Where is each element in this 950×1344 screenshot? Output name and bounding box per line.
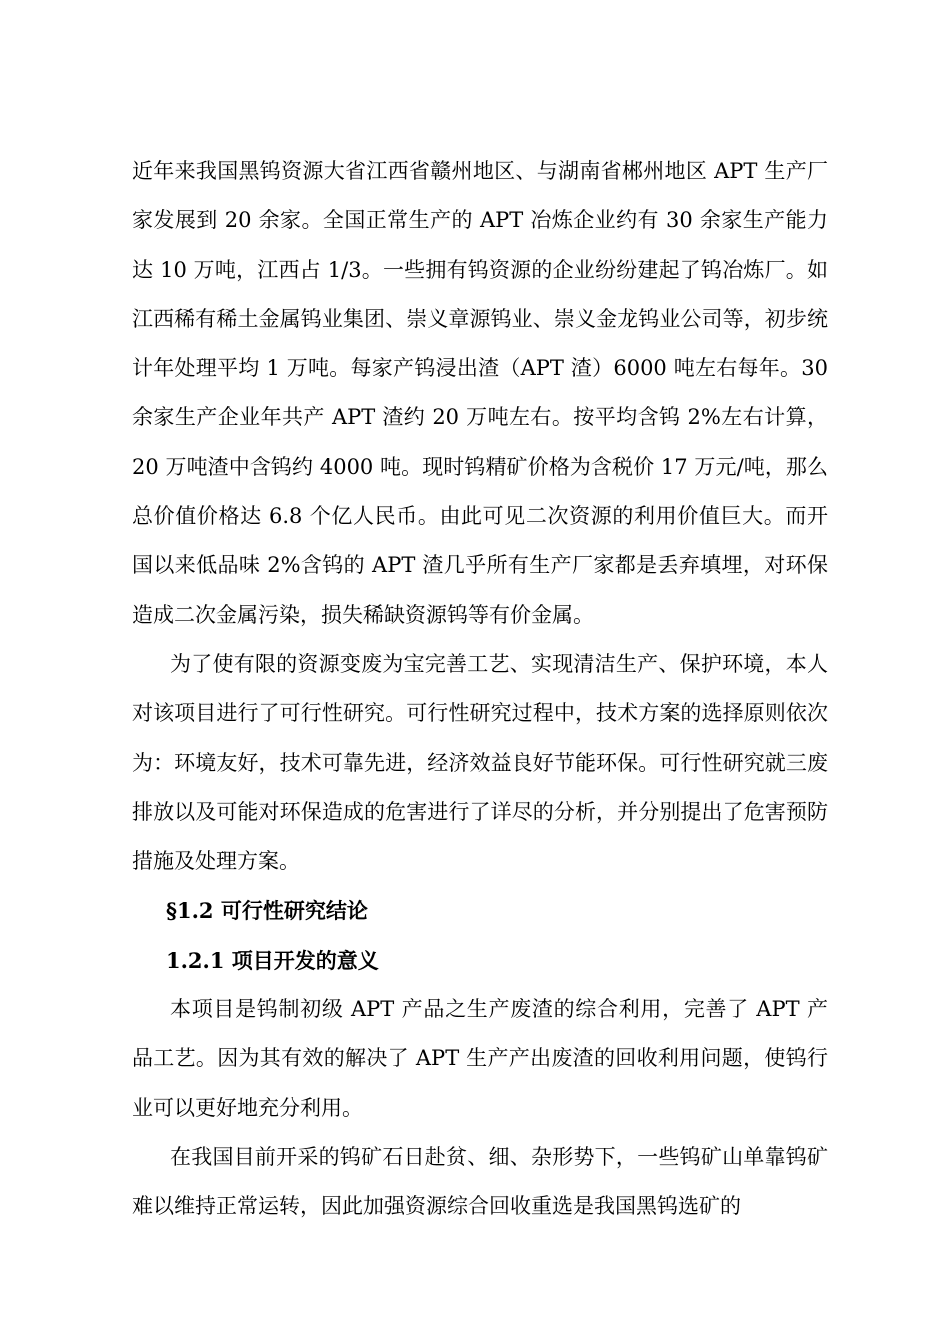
- paragraph-mining-situation: 在我国目前开采的钨矿石日赴贫、细、杂形势下，一些钨矿山单靠钨矿难以维持正常运转，因此加强资源综合回收重选是我国黑钨选矿的: [132, 1144, 828, 1219]
- paragraph-tungsten-resources: 近年来我国黑钨资源大省江西省赣州地区、与湖南省郴州地区 APT 生产厂家发展到 20 余家。全国正常生产的 APT 冶炼企业约有 30 余家生产能力达 10 万吨，江西占 1/3。一些拥有钨资源的企业纷纷建起了钨冶炼厂。如江西稀有稀土金属钨业集团、崇义章源钨业、崇义金龙钨业公司等，初步统计年处理平均 1 万吨。每家产钨浸出渣（APT 渣）6000 吨左右每年。30 余家生产企业年共产 APT 渣约 20 万吨左右。按平均含钨 2%左右计算，20 万吨渣中含钨约 4000 吨。现时钨精矿价格为含税价 17 万元/吨，那么总价值价格达 6.8 个亿人民币。由此可见二次资源的利用价值巨大。而开国以来低品味 2%含钨的 APT 渣几乎所有生产厂家都是丢弃填埋，对环保造成二次金属污染，损失稀缺资源钨等有价金属。: [132, 159, 828, 627]
- subsection-heading: 1.2.1 项目开发的意义: [166, 947, 379, 973]
- paragraph-project-significance: 本项目是钨制初级 APT 产品之生产废渣的综合利用，完善了 APT 产品工艺。因为其有效的解决了 APT 生产产出废渣的回收利用问题，使钨行业可以更好地充分利用。: [132, 997, 828, 1120]
- section-heading: §1.2 可行性研究结论: [166, 898, 368, 924]
- paragraph-feasibility-study: 为了使有限的资源变废为宝完善工艺、实现清洁生产、保护环境，本人对该项目进行了可行性研究。可行性研究过程中，技术方案的选择原则依次为：环境友好，技术可靠先进，经济效益良好节能环保。可行性研究就三废排放以及可能对环保造成的危害进行了详尽的分析，并分别提出了危害预防措施及处理方案。: [132, 651, 828, 874]
- document-body: [132, 147, 828, 1232]
